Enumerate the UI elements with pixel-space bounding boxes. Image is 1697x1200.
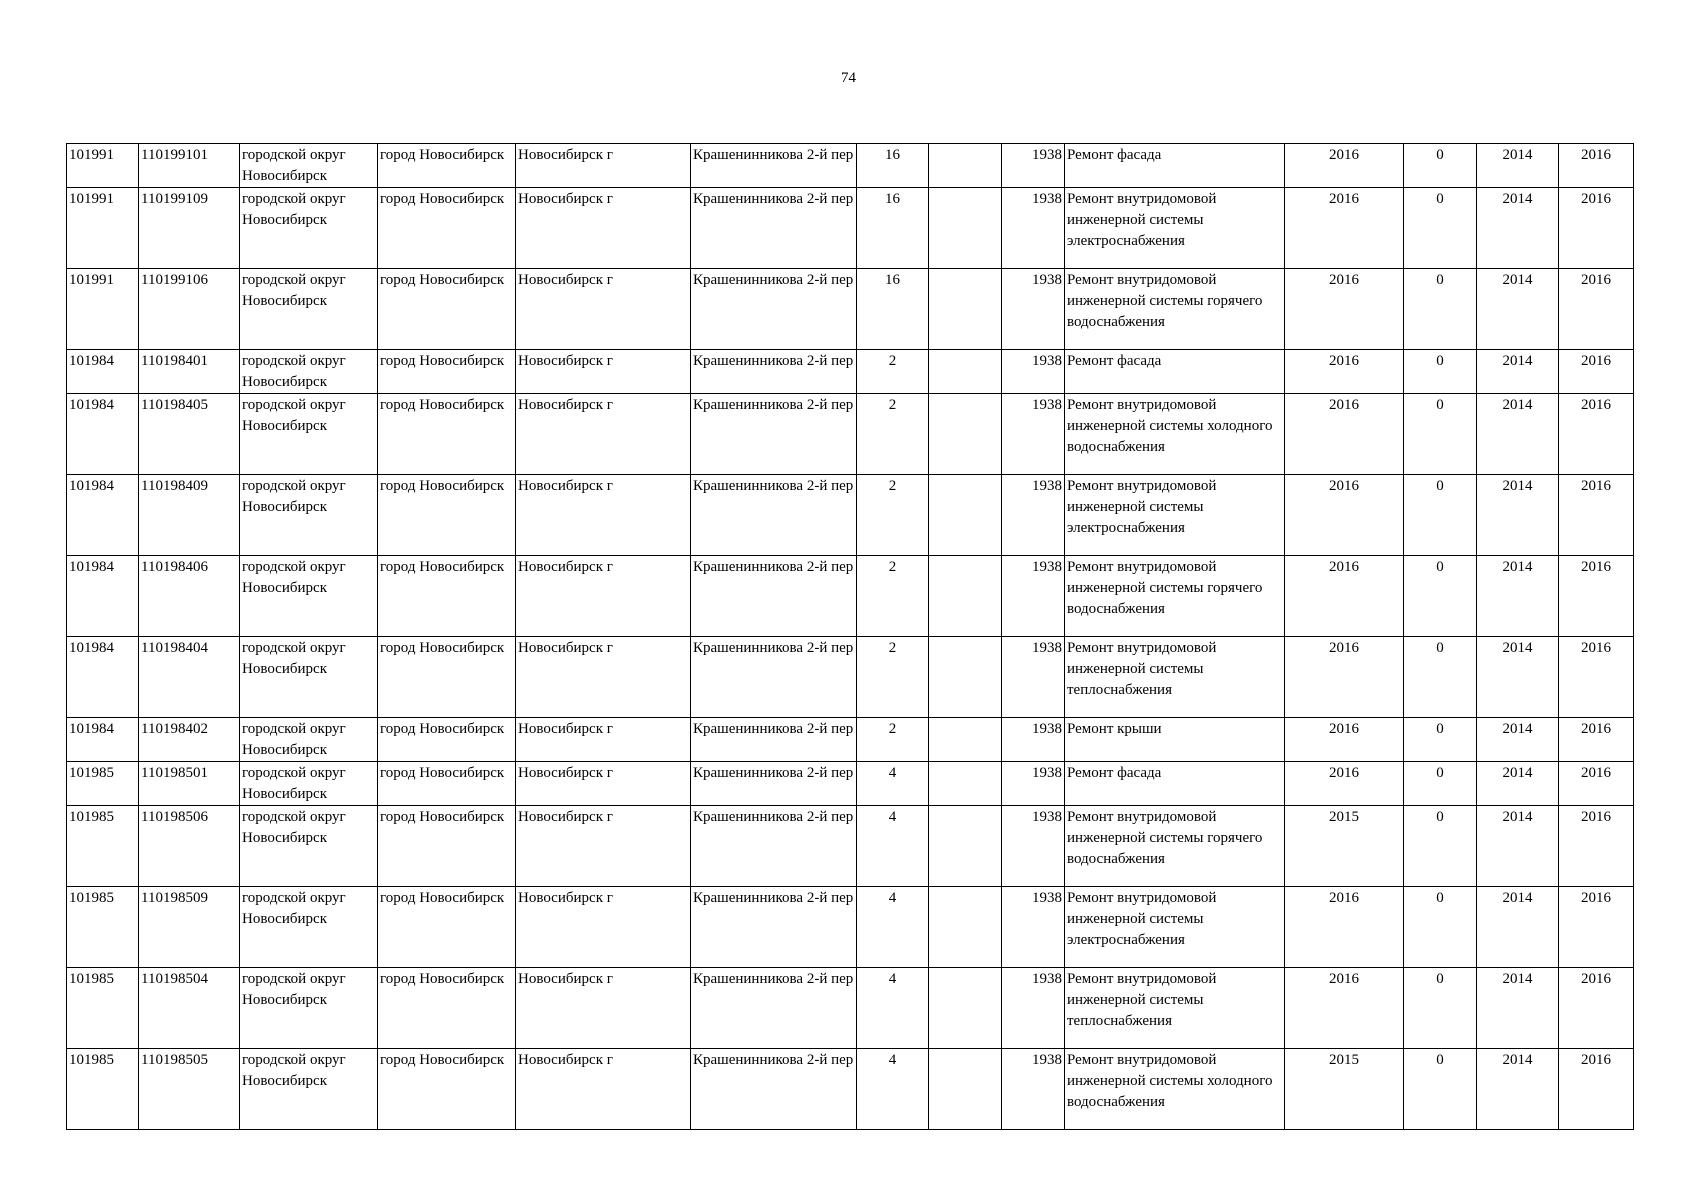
cell-planned-year: 2016 [1285, 188, 1404, 269]
cell-start-year: 2014 [1477, 718, 1559, 762]
cell-work-id: 110198501 [139, 762, 240, 806]
cell-house-number: 16 [857, 269, 929, 350]
cell-house-number: 4 [857, 762, 929, 806]
table-row [67, 269, 1634, 350]
cell-building [929, 718, 1002, 762]
cell-cost: 0 [1404, 806, 1477, 887]
cell-end-year: 2016 [1559, 762, 1634, 806]
cell-street: Крашенинникова 2-й пер [691, 144, 857, 188]
cell-start-year: 2014 [1477, 144, 1559, 188]
cell-municipal-district: городской округ Новосибирск [240, 762, 378, 806]
table-row [67, 144, 1634, 188]
cell-municipal-district: городской округ Новосибирск [240, 887, 378, 968]
cell-settlement: город Новосибирск [378, 718, 516, 762]
cell-street: Крашенинникова 2-й пер [691, 762, 857, 806]
cell-house-number: 2 [857, 556, 929, 637]
cell-street: Крашенинникова 2-й пер [691, 1049, 857, 1130]
cell-planned-year: 2016 [1285, 887, 1404, 968]
cell-work-id: 110198402 [139, 718, 240, 762]
cell-cost: 0 [1404, 350, 1477, 394]
cell-settlement: город Новосибирск [378, 762, 516, 806]
cell-work-type: Ремонт фасада [1065, 350, 1285, 394]
cell-work-id: 110198509 [139, 887, 240, 968]
cell-settlement: город Новосибирск [378, 806, 516, 887]
cell-work-type: Ремонт внутридомовой инженерной системы холодного водоснабжения [1065, 394, 1285, 475]
cell-work-type: Ремонт внутридомовой инженерной системы горячего водоснабжения [1065, 806, 1285, 887]
cell-end-year: 2016 [1559, 1049, 1634, 1130]
cell-object-id: 101985 [67, 762, 139, 806]
cell-end-year: 2016 [1559, 350, 1634, 394]
table-row [67, 350, 1634, 394]
cell-house-number: 16 [857, 188, 929, 269]
cell-planned-year: 2016 [1285, 637, 1404, 718]
cell-building [929, 637, 1002, 718]
cell-building [929, 1049, 1002, 1130]
cell-work-type: Ремонт внутридомовой инженерной системы холодного водоснабжения [1065, 1049, 1285, 1130]
table-row [67, 762, 1634, 806]
table-row [67, 475, 1634, 556]
cell-street: Крашенинникова 2-й пер [691, 188, 857, 269]
cell-work-id: 110198406 [139, 556, 240, 637]
cell-locality: Новосибирск г [516, 350, 691, 394]
cell-year-built: 1938 [1002, 887, 1065, 968]
cell-planned-year: 2015 [1285, 1049, 1404, 1130]
cell-settlement: город Новосибирск [378, 968, 516, 1049]
cell-street: Крашенинникова 2-й пер [691, 806, 857, 887]
cell-end-year: 2016 [1559, 394, 1634, 475]
cell-work-type: Ремонт внутридомовой инженерной системы теплоснабжения [1065, 637, 1285, 718]
cell-settlement: город Новосибирск [378, 887, 516, 968]
cell-municipal-district: городской округ Новосибирск [240, 556, 378, 637]
cell-house-number: 2 [857, 475, 929, 556]
cell-municipal-district: городской округ Новосибирск [240, 718, 378, 762]
cell-year-built: 1938 [1002, 350, 1065, 394]
cell-building [929, 806, 1002, 887]
cell-house-number: 4 [857, 806, 929, 887]
cell-work-type: Ремонт внутридомовой инженерной системы горячего водоснабжения [1065, 556, 1285, 637]
cell-work-id: 110198505 [139, 1049, 240, 1130]
cell-settlement: город Новосибирск [378, 269, 516, 350]
cell-building [929, 350, 1002, 394]
cell-street: Крашенинникова 2-й пер [691, 475, 857, 556]
table-row [67, 806, 1634, 887]
cell-planned-year: 2016 [1285, 475, 1404, 556]
cell-street: Крашенинникова 2-й пер [691, 637, 857, 718]
cell-municipal-district: городской округ Новосибирск [240, 968, 378, 1049]
cell-planned-year: 2015 [1285, 806, 1404, 887]
cell-settlement: город Новосибирск [378, 475, 516, 556]
cell-cost: 0 [1404, 718, 1477, 762]
cell-start-year: 2014 [1477, 350, 1559, 394]
cell-planned-year: 2016 [1285, 350, 1404, 394]
cell-start-year: 2014 [1477, 269, 1559, 350]
cell-cost: 0 [1404, 188, 1477, 269]
cell-municipal-district: городской округ Новосибирск [240, 350, 378, 394]
cell-municipal-district: городской округ Новосибирск [240, 475, 378, 556]
cell-planned-year: 2016 [1285, 144, 1404, 188]
cell-municipal-district: городской округ Новосибирск [240, 806, 378, 887]
cell-work-type: Ремонт фасада [1065, 762, 1285, 806]
cell-work-id: 110199109 [139, 188, 240, 269]
cell-house-number: 4 [857, 887, 929, 968]
cell-planned-year: 2016 [1285, 762, 1404, 806]
cell-object-id: 101984 [67, 637, 139, 718]
table-row [67, 394, 1634, 475]
cell-start-year: 2014 [1477, 475, 1559, 556]
cell-object-id: 101991 [67, 188, 139, 269]
cell-work-type: Ремонт внутридомовой инженерной системы электроснабжения [1065, 887, 1285, 968]
cell-building [929, 144, 1002, 188]
table-row [67, 188, 1634, 269]
cell-object-id: 101991 [67, 144, 139, 188]
cell-end-year: 2016 [1559, 806, 1634, 887]
cell-planned-year: 2016 [1285, 394, 1404, 475]
cell-house-number: 16 [857, 144, 929, 188]
cell-locality: Новосибирск г [516, 394, 691, 475]
cell-locality: Новосибирск г [516, 762, 691, 806]
cell-street: Крашенинникова 2-й пер [691, 269, 857, 350]
cell-end-year: 2016 [1559, 968, 1634, 1049]
cell-house-number: 4 [857, 1049, 929, 1130]
cell-planned-year: 2016 [1285, 718, 1404, 762]
cell-settlement: город Новосибирск [378, 394, 516, 475]
cell-locality: Новосибирск г [516, 637, 691, 718]
cell-object-id: 101985 [67, 1049, 139, 1130]
cell-locality: Новосибирск г [516, 887, 691, 968]
cell-building [929, 556, 1002, 637]
table-row [67, 968, 1634, 1049]
cell-settlement: город Новосибирск [378, 556, 516, 637]
cell-locality: Новосибирск г [516, 475, 691, 556]
cell-municipal-district: городской округ Новосибирск [240, 188, 378, 269]
cell-cost: 0 [1404, 637, 1477, 718]
cell-municipal-district: городской округ Новосибирск [240, 1049, 378, 1130]
cell-work-id: 110198409 [139, 475, 240, 556]
cell-year-built: 1938 [1002, 806, 1065, 887]
cell-year-built: 1938 [1002, 475, 1065, 556]
table-row [67, 637, 1634, 718]
cell-work-type: Ремонт крыши [1065, 718, 1285, 762]
cell-work-id: 110198401 [139, 350, 240, 394]
cell-planned-year: 2016 [1285, 556, 1404, 637]
cell-cost: 0 [1404, 887, 1477, 968]
cell-work-id: 110199106 [139, 269, 240, 350]
cell-settlement: город Новосибирск [378, 1049, 516, 1130]
page-number: 74 [841, 70, 856, 86]
cell-object-id: 101984 [67, 718, 139, 762]
cell-street: Крашенинникова 2-й пер [691, 350, 857, 394]
cell-settlement: город Новосибирск [378, 144, 516, 188]
cell-municipal-district: городской округ Новосибирск [240, 144, 378, 188]
cell-work-id: 110198405 [139, 394, 240, 475]
cell-street: Крашенинникова 2-й пер [691, 718, 857, 762]
cell-year-built: 1938 [1002, 637, 1065, 718]
cell-building [929, 887, 1002, 968]
cell-object-id: 101985 [67, 806, 139, 887]
cell-year-built: 1938 [1002, 394, 1065, 475]
cell-cost: 0 [1404, 762, 1477, 806]
cell-house-number: 2 [857, 637, 929, 718]
cell-locality: Новосибирск г [516, 968, 691, 1049]
cell-cost: 0 [1404, 556, 1477, 637]
cell-start-year: 2014 [1477, 188, 1559, 269]
cell-house-number: 2 [857, 718, 929, 762]
cell-object-id: 101984 [67, 475, 139, 556]
cell-end-year: 2016 [1559, 556, 1634, 637]
cell-building [929, 188, 1002, 269]
cell-end-year: 2016 [1559, 887, 1634, 968]
cell-house-number: 2 [857, 350, 929, 394]
cell-year-built: 1938 [1002, 968, 1065, 1049]
cell-year-built: 1938 [1002, 556, 1065, 637]
cell-work-id: 110199101 [139, 144, 240, 188]
cell-house-number: 4 [857, 968, 929, 1049]
cell-year-built: 1938 [1002, 188, 1065, 269]
cell-start-year: 2014 [1477, 887, 1559, 968]
cell-planned-year: 2016 [1285, 968, 1404, 1049]
cell-cost: 0 [1404, 1049, 1477, 1130]
cell-settlement: город Новосибирск [378, 188, 516, 269]
cell-house-number: 2 [857, 394, 929, 475]
cell-start-year: 2014 [1477, 806, 1559, 887]
cell-work-type: Ремонт фасада [1065, 144, 1285, 188]
cell-settlement: город Новосибирск [378, 350, 516, 394]
cell-start-year: 2014 [1477, 1049, 1559, 1130]
cell-object-id: 101985 [67, 887, 139, 968]
table-row [67, 1049, 1634, 1130]
cell-planned-year: 2016 [1285, 269, 1404, 350]
cell-work-id: 110198506 [139, 806, 240, 887]
cell-street: Крашенинникова 2-й пер [691, 887, 857, 968]
cell-locality: Новосибирск г [516, 188, 691, 269]
cell-object-id: 101984 [67, 556, 139, 637]
cell-work-id: 110198404 [139, 637, 240, 718]
cell-work-type: Ремонт внутридомовой инженерной системы теплоснабжения [1065, 968, 1285, 1049]
cell-year-built: 1938 [1002, 144, 1065, 188]
cell-start-year: 2014 [1477, 968, 1559, 1049]
cell-cost: 0 [1404, 968, 1477, 1049]
cell-building [929, 968, 1002, 1049]
cell-start-year: 2014 [1477, 394, 1559, 475]
cell-end-year: 2016 [1559, 269, 1634, 350]
cell-work-id: 110198504 [139, 968, 240, 1049]
cell-start-year: 2014 [1477, 556, 1559, 637]
cell-year-built: 1938 [1002, 1049, 1065, 1130]
cell-municipal-district: городской округ Новосибирск [240, 394, 378, 475]
cell-building [929, 762, 1002, 806]
table-row [67, 556, 1634, 637]
cell-street: Крашенинникова 2-й пер [691, 394, 857, 475]
cell-cost: 0 [1404, 475, 1477, 556]
cell-end-year: 2016 [1559, 144, 1634, 188]
cell-locality: Новосибирск г [516, 556, 691, 637]
table-row [67, 718, 1634, 762]
cell-street: Крашенинникова 2-й пер [691, 556, 857, 637]
cell-year-built: 1938 [1002, 269, 1065, 350]
cell-end-year: 2016 [1559, 188, 1634, 269]
cell-building [929, 475, 1002, 556]
cell-municipal-district: городской округ Новосибирск [240, 269, 378, 350]
cell-locality: Новосибирск г [516, 806, 691, 887]
cell-start-year: 2014 [1477, 762, 1559, 806]
cell-locality: Новосибирск г [516, 144, 691, 188]
cell-end-year: 2016 [1559, 475, 1634, 556]
cell-year-built: 1938 [1002, 718, 1065, 762]
cell-municipal-district: городской округ Новосибирск [240, 637, 378, 718]
cell-street: Крашенинникова 2-й пер [691, 968, 857, 1049]
table-row [67, 887, 1634, 968]
cell-building [929, 269, 1002, 350]
cell-end-year: 2016 [1559, 718, 1634, 762]
cell-cost: 0 [1404, 394, 1477, 475]
cell-building [929, 394, 1002, 475]
cell-locality: Новосибирск г [516, 718, 691, 762]
cell-locality: Новосибирск г [516, 1049, 691, 1130]
cell-work-type: Ремонт внутридомовой инженерной системы электроснабжения [1065, 188, 1285, 269]
cell-work-type: Ремонт внутридомовой инженерной системы электроснабжения [1065, 475, 1285, 556]
cell-end-year: 2016 [1559, 637, 1634, 718]
repair-schedule-table [66, 143, 1634, 1130]
cell-year-built: 1938 [1002, 762, 1065, 806]
cell-object-id: 101985 [67, 968, 139, 1049]
cell-cost: 0 [1404, 269, 1477, 350]
cell-settlement: город Новосибирск [378, 637, 516, 718]
cell-start-year: 2014 [1477, 637, 1559, 718]
cell-locality: Новосибирск г [516, 269, 691, 350]
table-body [67, 144, 1634, 1130]
cell-work-type: Ремонт внутридомовой инженерной системы горячего водоснабжения [1065, 269, 1285, 350]
cell-object-id: 101991 [67, 269, 139, 350]
cell-object-id: 101984 [67, 394, 139, 475]
cell-object-id: 101984 [67, 350, 139, 394]
cell-cost: 0 [1404, 144, 1477, 188]
